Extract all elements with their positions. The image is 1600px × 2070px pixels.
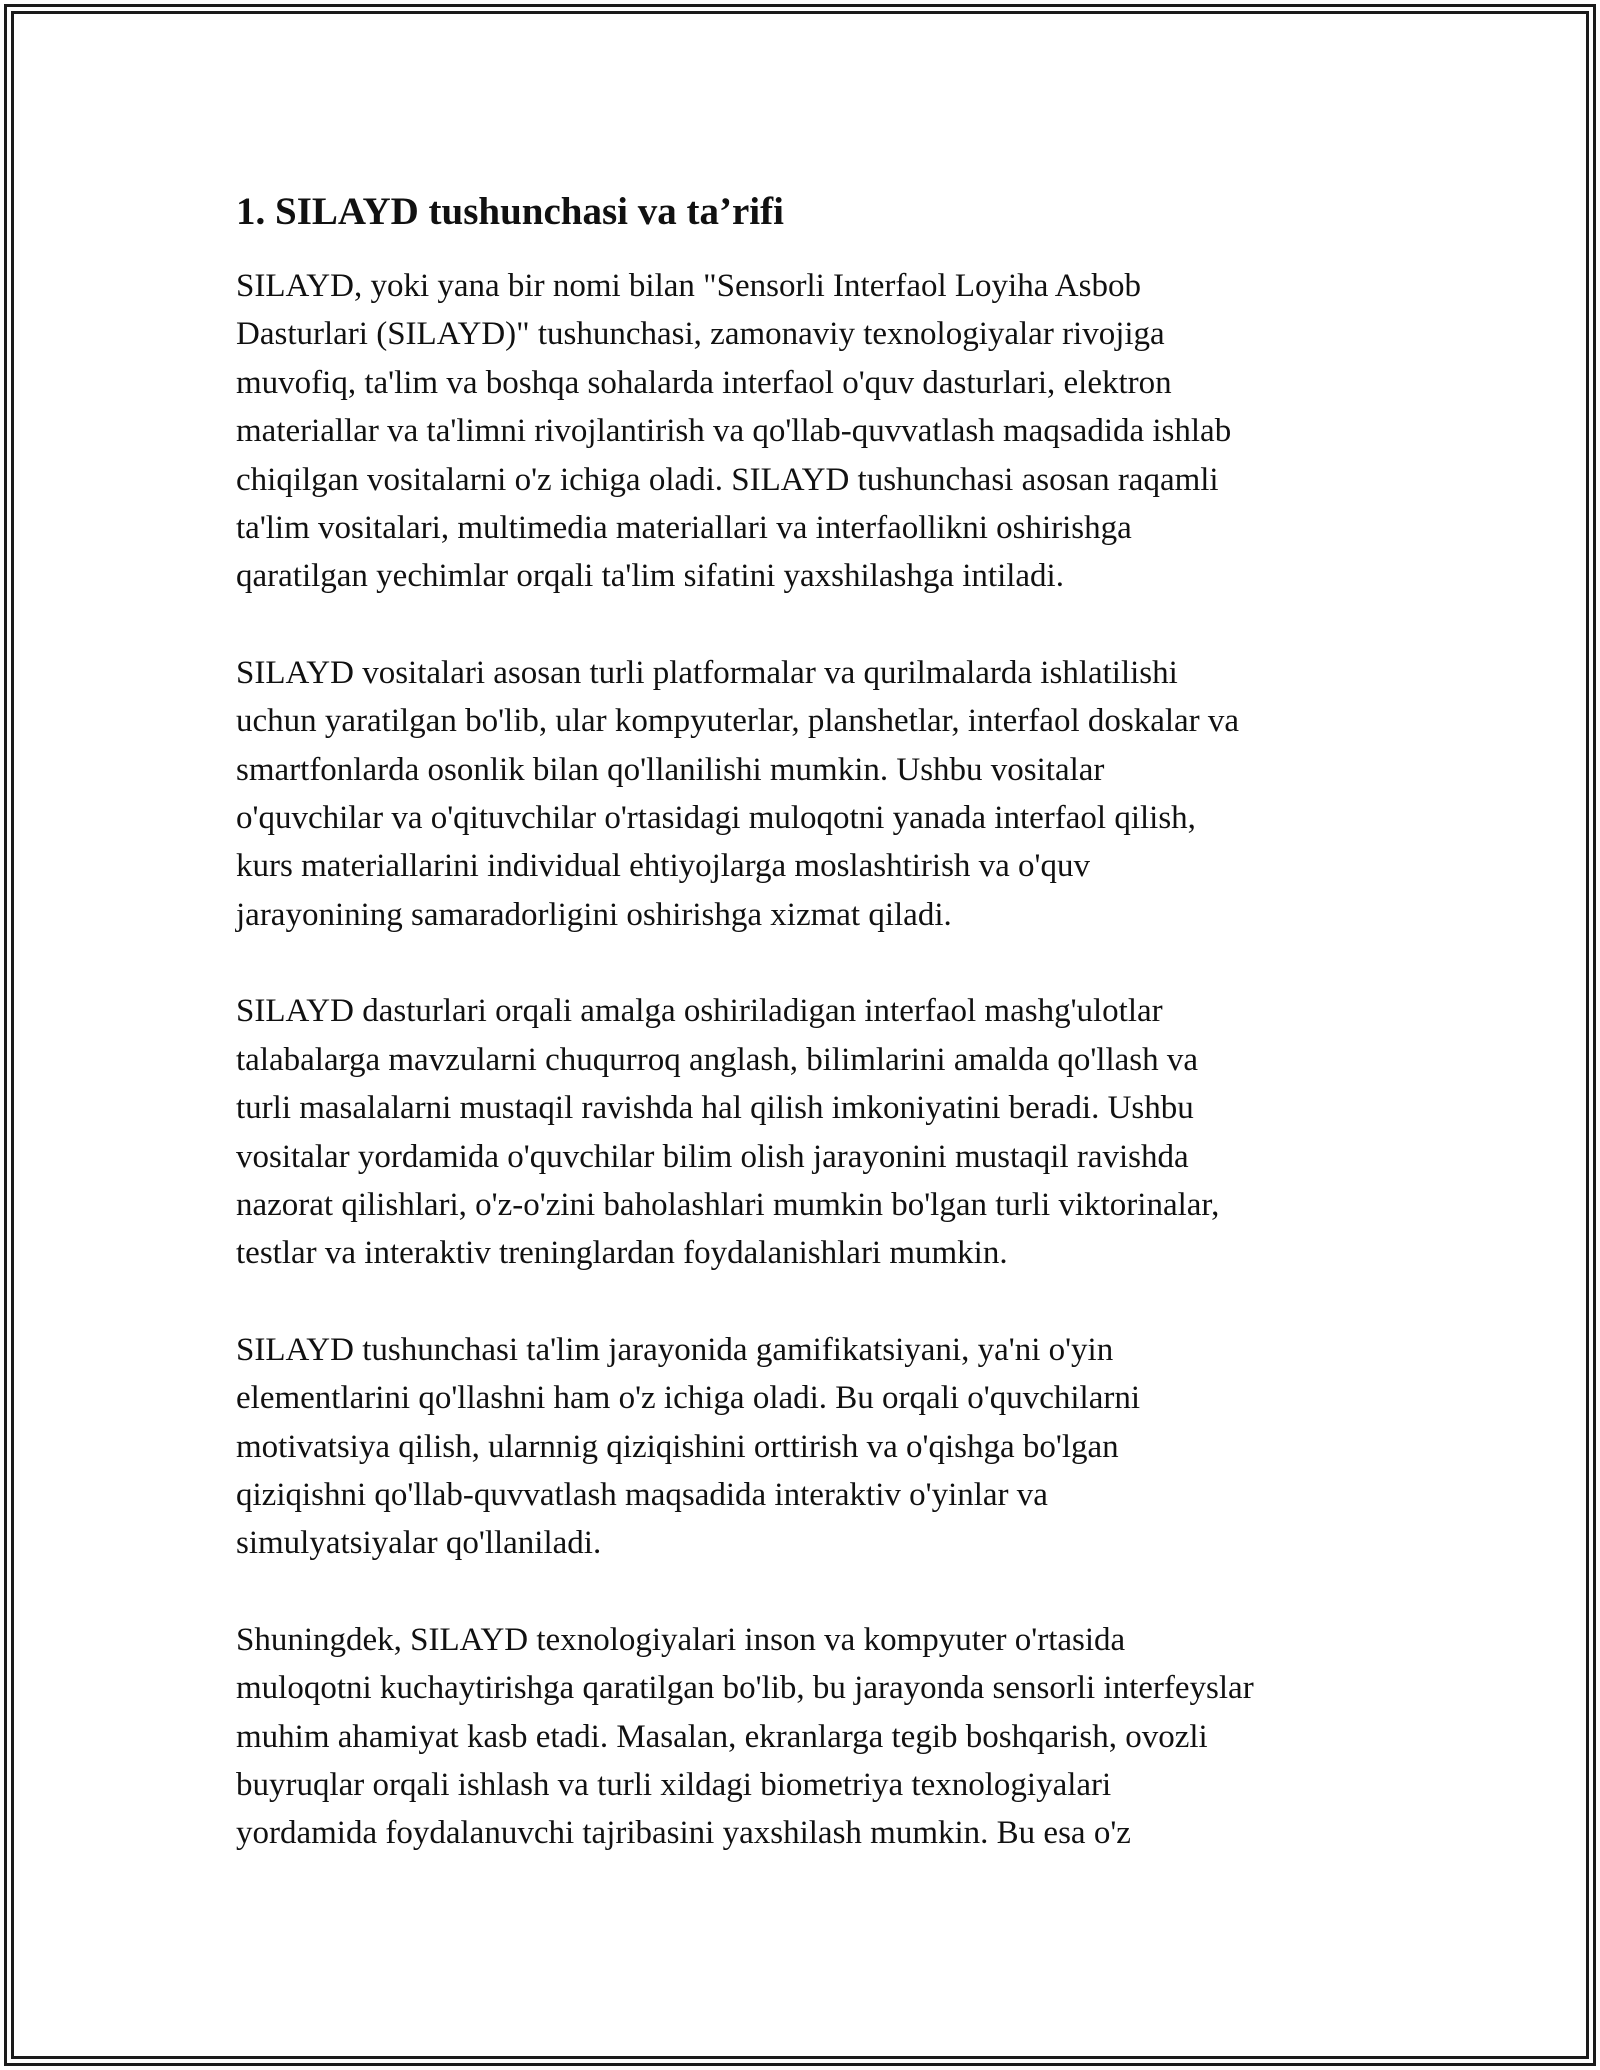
text-line: SILAYD tushunchasi ta'lim jarayonida gamifikatsiyani, ya'ni o'yin <box>236 1331 1114 1368</box>
paragraph-5 <box>236 1616 1376 1858</box>
section-heading: 1. SILAYD tushunchasi va ta’rifi <box>236 190 784 233</box>
text-line: qiziqishni qo'llab-quvvatlash maqsadida interaktiv o'yinlar va <box>236 1476 1048 1513</box>
paragraph-3 <box>236 987 1376 1277</box>
text-line: chiqilgan vositalarni o'z ichiga oladi. SILAYD tushunchasi asosan raqamli <box>236 461 1219 498</box>
text-line: Dasturlari (SILAYD)" tushunchasi, zamonaviy texnologiyalar rivojiga <box>236 316 1165 353</box>
text-line: nazorat qilishlari, o'z-o'zini baholashlari mumkin bo'lgan turli viktorinalar, <box>236 1186 1220 1223</box>
text-line: buyruqlar orqali ishlash va turli xildagi biometriya texnologiyalari <box>236 1766 1112 1803</box>
document-body <box>236 186 1376 1906</box>
text-line: smartfonlarda osonlik bilan qo'llanilishi mumkin. Ushbu vositalar <box>236 751 1105 788</box>
text-line: materiallar va ta'limni rivojlantirish va qo'llab-quvvatlash maqsadida ishlab <box>236 413 1232 450</box>
text-line: kurs materiallarini individual ehtiyojlarga moslashtirish va o'quv <box>236 848 1091 885</box>
text-line: testlar va interaktiv treninglardan foydalanishlari mumkin. <box>236 1235 1008 1272</box>
text-line: uchun yaratilgan bo'lib, ular kompyuterlar, planshetlar, interfaol doskalar va <box>236 703 1240 740</box>
text-line: SILAYD dasturlari orqali amalga oshiriladigan interfaol mashg'ulotlar <box>236 993 1163 1030</box>
text-line: ta'lim vositalari, multimedia materiallari va interfaollikni oshirishga <box>236 510 1132 547</box>
text-line: motivatsiya qilish, ularnnig qiziqishini orttirish va o'qishga bo'lgan <box>236 1428 1119 1465</box>
text-line: vositalar yordamida o'quvchilar bilim olish jarayonini mustaqil ravishda <box>236 1138 1189 1175</box>
text-line: muhim ahamiyat kasb etadi. Masalan, ekranlarga tegib boshqarish, ovozli <box>236 1718 1208 1755</box>
paragraph-2 <box>236 649 1376 939</box>
text-line: SILAYD vositalari asosan turli platformalar va qurilmalarda ishlatilishi <box>236 654 1178 691</box>
text-line: qaratilgan yechimlar orqali ta'lim sifatini yaxshilashga intiladi. <box>236 558 1064 595</box>
text-line: o'quvchilar va o'qituvchilar o'rtasidagi muloqotni yanada interfaol qilish, <box>236 800 1196 837</box>
text-line: simulyatsiyalar qo'llaniladi. <box>236 1525 602 1562</box>
text-line: talabalarga mavzularni chuqurroq anglash, bilimlarini amalda qo'llash va <box>236 1041 1199 1078</box>
text-line: elementlarini qo'llashni ham o'z ichiga oladi. Bu orqali o'quvchilarni <box>236 1380 1141 1417</box>
text-line: muvofiq, ta'lim va boshqa sohalarda interfaol o'quv dasturlari, elektron <box>236 364 1172 401</box>
text-line: Shuningdek, SILAYD texnologiyalari inson va kompyuter o'rtasida <box>236 1621 1126 1658</box>
text-line: turli masalalarni mustaqil ravishda hal qilish imkoniyatini beradi. Ushbu <box>236 1090 1194 1127</box>
text-line: yordamida foydalanuvchi tajribasini yaxshilash mumkin. Bu esa o'z <box>236 1815 1131 1852</box>
text-line: jarayonining samaradorligini oshirishga xizmat qiladi. <box>236 896 952 933</box>
paragraph-4 <box>236 1326 1376 1568</box>
text-line: SILAYD, yoki yana bir nomi bilan "Sensorli Interfaol Loyiha Asbob <box>236 268 1141 304</box>
paragraph-1 <box>236 262 1376 601</box>
text-line: muloqotni kuchaytirishga qaratilgan bo'lib, bu jarayonda sensorli interfeyslar <box>236 1670 1254 1707</box>
